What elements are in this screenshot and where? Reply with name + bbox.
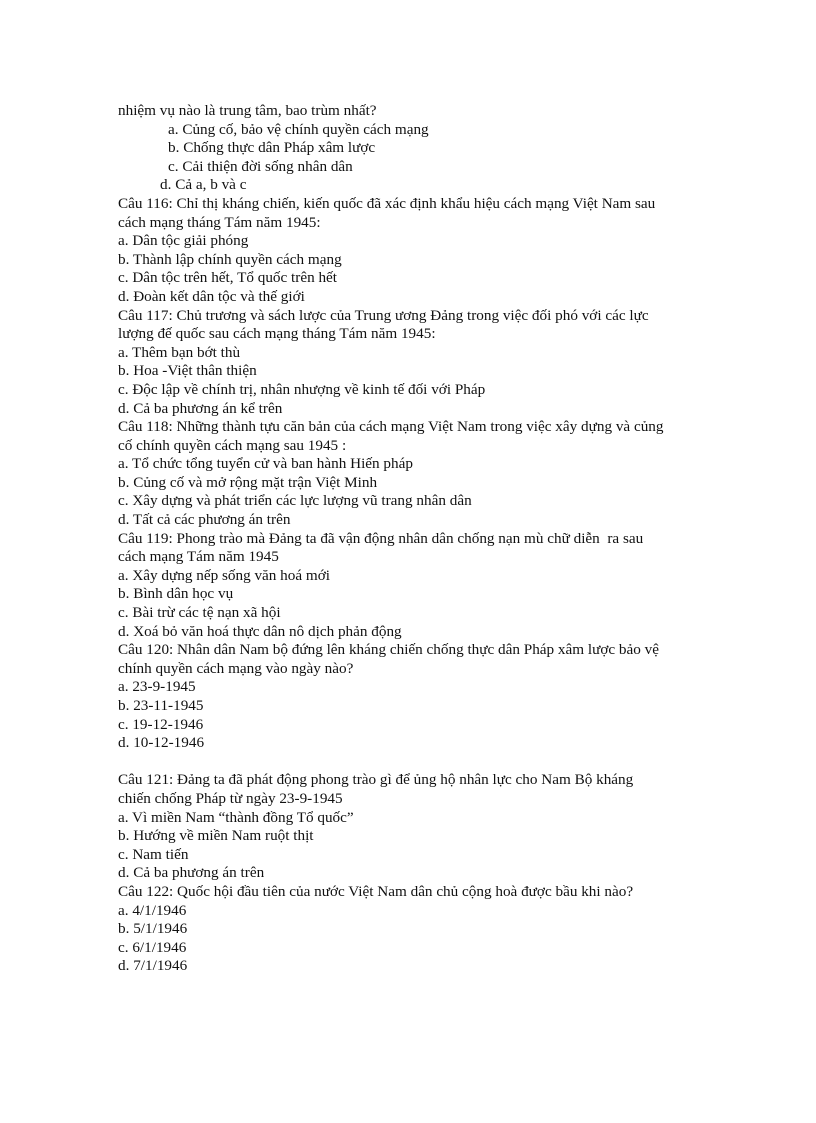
blank-line: [118, 753, 698, 772]
option-a: a. 23-9-1945: [118, 678, 196, 696]
question-text: Câu 119: Phong trào mà Đảng ta đã vận động nhân dân chống nạn mù chữ diễn ra sau: [118, 529, 644, 547]
option-a: a. Tổ chức tổng tuyển cử và ban hành Hiến pháp: [118, 455, 413, 473]
q115-option-d: d. Cả a, b và c: [160, 176, 247, 194]
question-text: cách mạng Tám năm 1945: [118, 548, 279, 566]
q115-option-c: c. Cải thiện đời sống nhân dân: [168, 157, 353, 175]
option-c: c. 6/1/1946: [118, 938, 187, 956]
option-a: a. Dân tộc giải phóng: [118, 232, 249, 250]
option-a: a. 4/1/1946: [118, 901, 187, 919]
option-c: c. Xây dựng và phát triển các lực lượng vũ trang nhân dân: [118, 492, 472, 510]
option-c: c. Độc lập về chính trị, nhân nhượng về kinh tế đối với Pháp: [118, 380, 486, 398]
question-text: Câu 121: Đảng ta đã phát động phong trào gì để ủng hộ nhân lực cho Nam Bộ kháng: [118, 771, 634, 789]
option-b: b. Bình dân học vụ: [118, 585, 234, 603]
option-d: d. Tất cả các phương án trên: [118, 511, 291, 529]
option-c: c. 19-12-1946: [118, 715, 204, 733]
option-b: b. Thành lập chính quyền cách mạng: [118, 250, 342, 268]
question-text: chính quyền cách mạng vào ngày nào?: [118, 659, 354, 677]
question-text: Câu 117: Chủ trương và sách lược của Trung ương Đảng trong việc đối phó với các lực: [118, 306, 649, 324]
question-120: [118, 641, 698, 753]
option-b: b. Hướng về miền Nam ruột thịt: [118, 827, 314, 845]
option-a: a. Vì miền Nam “thành đồng Tổ quốc”: [118, 808, 354, 826]
question-122: [118, 883, 698, 976]
option-c: c. Nam tiến: [118, 845, 189, 863]
option-d: d. Cả ba phương án trên: [118, 864, 265, 882]
option-b: b. 5/1/1946: [118, 920, 188, 938]
question-text: lượng đế quốc sau cách mạng tháng Tám năm 1945:: [118, 325, 436, 343]
question-text: cố chính quyền cách mạng sau 1945 :: [118, 436, 347, 454]
question-text: Câu 118: Những thành tựu căn bản của cách mạng Việt Nam trong việc xây dựng và củng: [118, 418, 664, 436]
option-c: c. Bài trừ các tệ nạn xã hội: [118, 604, 281, 622]
option-d: d. 7/1/1946: [118, 957, 188, 975]
question-117: [118, 307, 698, 419]
option-d: d. Xoá bỏ văn hoá thực dân nô dịch phản động: [118, 622, 402, 640]
q115-option-a: a. Củng cố, bảo vệ chính quyền cách mạng: [168, 120, 429, 138]
question-121: [118, 771, 698, 883]
question-118: [118, 418, 698, 530]
q115-option-b: b. Chống thực dân Pháp xâm lược: [168, 139, 376, 157]
option-b: b. 23-11-1945: [118, 697, 204, 714]
question-text: Câu 116: Chỉ thị kháng chiến, kiến quốc đã xác định khẩu hiệu cách mạng Việt Nam sau: [118, 194, 656, 212]
document-page: [118, 102, 698, 976]
option-b: b. Củng cố và mở rộng mặt trận Việt Minh: [118, 473, 378, 491]
question-116: [118, 195, 698, 307]
option-d: d. Cả ba phương án kể trên: [118, 399, 283, 417]
question-119: [118, 530, 698, 642]
question-text: Câu 120: Nhân dân Nam bộ đứng lên kháng chiến chống thực dân Pháp xâm lược bảo vệ: [118, 641, 659, 659]
question-text: Câu 122: Quốc hội đầu tiên của nước Việt Nam dân chủ cộng hoà được bầu khi nào?: [118, 882, 634, 900]
option-d: d. 10-12-1946: [118, 734, 205, 752]
option-a: a. Xây dựng nếp sống văn hoá mới: [118, 566, 330, 584]
question-115-tail: nhiệm vụ nào là trung tâm, bao trùm nhất?: [118, 102, 377, 119]
option-a: a. Thêm bạn bớt thù: [118, 343, 241, 361]
question-text: cách mạng tháng Tám năm 1945:: [118, 213, 321, 231]
option-b: b. Hoa -Việt thân thiện: [118, 362, 257, 380]
option-d: d. Đoàn kết dân tộc và thế giới: [118, 287, 305, 305]
option-c: c. Dân tộc trên hết, Tổ quốc trên hết: [118, 269, 338, 287]
question-text: chiến chống Pháp từ ngày 23-9-1945: [118, 789, 343, 807]
